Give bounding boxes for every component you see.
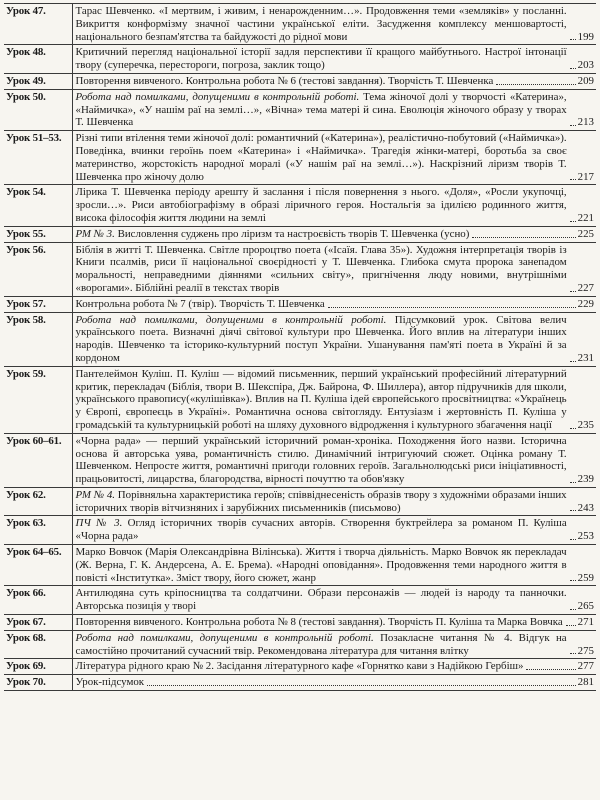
entry-body: Біблія в житті Т. Шевченка. Світле пророцтво поета («Ісаїя. Глава 35»). Художня інтерпретація творів із Книги псалмів, риси її національної своєрідності у Т. Шевченка. Глибока смута пророка занепадом моральності, неправедними діяннями «сильних світу», пригнічення люду новими, внутрішніми «ворогами». Біблійні реалії в текстах творів bbox=[75, 243, 567, 294]
dot-leader bbox=[570, 221, 576, 222]
page-number: 227 bbox=[577, 281, 594, 294]
entry-body: Література рідного краю № 2. Засідання літературного кафе «Горнятко кави з Надійкою Гербіш» bbox=[75, 660, 524, 673]
table-row bbox=[4, 242, 596, 296]
dot-leader bbox=[570, 609, 576, 610]
dot-leader bbox=[570, 482, 576, 483]
dot-leader bbox=[496, 84, 575, 85]
dot-leader bbox=[570, 179, 576, 180]
dot-leader bbox=[570, 68, 576, 69]
toc-entry-line bbox=[76, 186, 595, 224]
table-row bbox=[4, 630, 596, 659]
page-number: 281 bbox=[577, 676, 594, 689]
entry-body: Пантелеймон Куліш. П. Куліш — відомий письменник, перший український професійний літературний критик, перекладач (Біблія, твори В. Шекспіра, Дж. Байрона, Ф. Шиллера), автор підручників для школи, українського правопису(«кулішівка»). Вплив на П. Куліша ідей європейського просвітництва: «Українець у Європі, європеєць в Україні». Романтична основа світогляду. Ентузіазм і жертовність П. Куліша у громадській та культурницькій роботі на шляху духовного відродження і культурного збагачення нації bbox=[75, 367, 567, 431]
table-row bbox=[4, 131, 596, 185]
lesson-number: Урок 67. bbox=[4, 615, 72, 631]
lesson-description bbox=[72, 226, 596, 242]
entry-text bbox=[76, 314, 567, 365]
entry-text bbox=[76, 587, 567, 613]
entry-text bbox=[76, 616, 563, 629]
toc-body bbox=[4, 4, 596, 691]
dot-leader bbox=[570, 653, 576, 654]
lesson-number: Урок 55. bbox=[4, 226, 72, 242]
table-of-contents bbox=[4, 3, 596, 691]
table-row bbox=[4, 675, 596, 691]
toc-entry-line bbox=[76, 676, 595, 689]
entry-text bbox=[76, 75, 494, 88]
lesson-description bbox=[72, 131, 596, 185]
lesson-description bbox=[72, 73, 596, 89]
toc-entry-line bbox=[76, 5, 595, 43]
page-number: 239 bbox=[577, 473, 594, 486]
table-row bbox=[4, 73, 596, 89]
entry-text bbox=[76, 244, 567, 295]
table-row bbox=[4, 433, 596, 487]
page-number: 265 bbox=[577, 600, 594, 613]
page-number: 243 bbox=[577, 501, 594, 514]
lesson-description bbox=[72, 516, 596, 545]
table-row bbox=[4, 615, 596, 631]
toc-entry-line bbox=[76, 489, 595, 515]
entry-text bbox=[76, 132, 567, 183]
entry-body: Висловлення суджень про ліризм та настроєвість творів Т. Шевченка (усно) bbox=[117, 227, 470, 240]
entry-body: Повторення вивченого. Контрольна робота № 6 (тестові завдання). Творчість Т. Шевченка bbox=[75, 74, 494, 87]
lesson-description bbox=[72, 312, 596, 366]
entry-text bbox=[76, 660, 524, 673]
page-number: 203 bbox=[577, 59, 594, 72]
page-number: 271 bbox=[577, 616, 594, 629]
toc-entry-line bbox=[76, 546, 595, 584]
toc-entry-line bbox=[76, 632, 595, 658]
entry-body: Різні типи втілення теми жіночої долі: романтичний («Катерина»), реалістично-побутовий («Наймичка»). Поведінка, вчинки героїнь поем «Катерина» і «Наймичка». Трагедія жінки-матері, боротьба за своє материнство, жорстокість народної моралі («У нашім раї на землі…»). Наскрізний ліризм творів Т. Шевченка про жіночу долю bbox=[75, 132, 567, 183]
toc-entry-line bbox=[76, 298, 595, 311]
lesson-description bbox=[72, 366, 596, 433]
lesson-number: Урок 70. bbox=[4, 675, 72, 691]
table-row bbox=[4, 487, 596, 516]
toc-entry-line bbox=[76, 46, 595, 72]
toc-entry-line bbox=[76, 75, 595, 88]
dot-leader bbox=[570, 428, 576, 429]
table-row bbox=[4, 185, 596, 226]
entry-body: «Чорна рада» — перший український історичний роман-хроніка. Походження його назви. Історична основа й авторська уява, романтичність стилю. Динамічний інтригуючий сюжет. Оцінка роману Т. Шевченком. Непросте життя, романтичні пригоди головних героїв. Загальнолюдські риси ініціативності, працьовитості, лицарства, благородства, вірності почуттю та обов'язку bbox=[75, 434, 567, 486]
entry-italic-prefix: РМ № 3. bbox=[75, 227, 115, 240]
entry-body: Контрольна робота № 7 (твір). Творчість Т. Шевченка bbox=[75, 297, 325, 310]
lesson-number: Урок 66. bbox=[4, 586, 72, 615]
lesson-description bbox=[72, 615, 596, 631]
toc-entry-line bbox=[76, 132, 595, 183]
dot-leader bbox=[328, 307, 576, 308]
table-row bbox=[4, 516, 596, 545]
lesson-description bbox=[72, 545, 596, 586]
page-number: 231 bbox=[577, 351, 594, 364]
entry-text bbox=[76, 228, 470, 241]
lesson-number: Урок 54. bbox=[4, 185, 72, 226]
entry-body: Повторення вивченого. Контрольна робота № 8 (тестові завдання). Творчість П. Куліша та Марка Вовчка bbox=[75, 616, 563, 629]
dot-leader bbox=[472, 237, 575, 238]
toc-entry-line bbox=[76, 435, 595, 486]
lesson-number: Урок 60–61. bbox=[4, 433, 72, 487]
page-number: 199 bbox=[577, 30, 594, 43]
lesson-description bbox=[72, 659, 596, 675]
lesson-number: Урок 51–53. bbox=[4, 131, 72, 185]
entry-text bbox=[76, 186, 567, 224]
lesson-description bbox=[72, 89, 596, 130]
entry-body: Критичний перегляд національної історії задля перспективи її кращого майбутнього. Настрої інтонації твору (суперечка, перестороги, погроза, заклик тощо) bbox=[75, 46, 567, 72]
entry-body: Позакласне читання № 4. Відгук на самостійно прочитаний сучасний твір. Рекомендована література для читання влітку bbox=[75, 631, 567, 657]
page-number: 235 bbox=[577, 418, 594, 431]
toc-entry-line bbox=[76, 517, 595, 543]
lesson-description bbox=[72, 630, 596, 659]
lesson-number: Урок 47. bbox=[4, 4, 72, 45]
entry-italic-prefix: Робота над помилками, допущеними в контрольній роботі. bbox=[75, 631, 374, 644]
table-row bbox=[4, 226, 596, 242]
table-row bbox=[4, 296, 596, 312]
toc-entry-line bbox=[76, 587, 595, 613]
toc-entry-line bbox=[76, 91, 595, 129]
page-number: 209 bbox=[577, 74, 594, 87]
toc-entry-line bbox=[76, 660, 595, 673]
entry-text bbox=[76, 489, 567, 515]
dot-leader bbox=[570, 39, 576, 40]
page-number: 259 bbox=[577, 571, 594, 584]
lesson-description bbox=[72, 296, 596, 312]
lesson-description bbox=[72, 433, 596, 487]
toc-entry-line bbox=[76, 616, 595, 629]
entry-text bbox=[76, 676, 145, 689]
table-row bbox=[4, 45, 596, 74]
toc-entry-line bbox=[76, 368, 595, 432]
table-row bbox=[4, 366, 596, 433]
lesson-number: Урок 56. bbox=[4, 242, 72, 296]
dot-leader bbox=[570, 510, 576, 511]
table-row bbox=[4, 586, 596, 615]
entry-body: Антилюдяна суть кріпосництва та солдатчини. Образи персонажів — людей із народу та панночки. Авторська позиція у творі bbox=[75, 587, 567, 613]
page-number: 277 bbox=[577, 660, 594, 673]
toc-entry-line bbox=[76, 228, 595, 241]
page-number: 253 bbox=[577, 530, 594, 543]
entry-text bbox=[76, 46, 567, 72]
page-number: 225 bbox=[577, 227, 594, 240]
table-row bbox=[4, 545, 596, 586]
page-number: 275 bbox=[577, 644, 594, 657]
entry-body: Лірика Т. Шевченка періоду арешту й заслання і після повернення з нього. «Доля», «Росли укупочці, зросли…». Риси автобіографізму в образі ліричного героя. Ностальгія за ідилією родинного життя, висока філософія життя людини на землі bbox=[75, 186, 567, 224]
lesson-number: Урок 68. bbox=[4, 630, 72, 659]
lesson-number: Урок 49. bbox=[4, 73, 72, 89]
entry-italic-prefix: Робота над помилками, допущеними в контрольній роботі. bbox=[75, 90, 360, 103]
toc-entry-line bbox=[76, 244, 595, 295]
lesson-number: Урок 69. bbox=[4, 659, 72, 675]
lesson-number: Урок 63. bbox=[4, 516, 72, 545]
lesson-number: Урок 58. bbox=[4, 312, 72, 366]
dot-leader bbox=[147, 685, 576, 686]
entry-text bbox=[76, 517, 567, 543]
lesson-number: Урок 48. bbox=[4, 45, 72, 74]
entry-body: Тема жіночої долі у творчості «Катерина», «Наймичка», «У нашім раї на землі…», «Вічна» тема матері й сина. Еволюція жіночого образу у творах Т. Шевченка bbox=[75, 90, 567, 129]
page-number: 229 bbox=[577, 297, 594, 310]
lesson-description bbox=[72, 586, 596, 615]
lesson-number: Урок 57. bbox=[4, 296, 72, 312]
entry-text bbox=[76, 435, 567, 486]
entry-text bbox=[76, 632, 567, 658]
entry-body: Порівняльна характеристика героїв; співвіднесеність образів твору з художніми образами інших історичних творів вітчизняних і зарубіжних письменників (письмово) bbox=[75, 488, 567, 514]
dot-leader bbox=[566, 625, 576, 626]
entry-body: Марко Вовчок (Марія Олександрівна Вілінська). Життя і творча діяльність. Марко Вовчок як перекладач (Ж. Верна, Г. К. Андерсена, А. Е. Брема). «Народні оповідання». Продовження теми народного життя в повісті «Інститутка». Зміст твору, його сюжет, жанр bbox=[75, 546, 567, 584]
entry-italic-prefix: РМ № 4. bbox=[75, 488, 115, 501]
lesson-description bbox=[72, 487, 596, 516]
dot-leader bbox=[526, 669, 575, 670]
table-row bbox=[4, 312, 596, 366]
entry-text bbox=[76, 5, 567, 43]
entry-body: Підсумковий урок. Світова велич українського поета. Визначні діячі світової культури про Шевченка. Його вплив на літератури інших народів. Шевченко та історико-культурний поступ України. Ушанування пам'яті поета в Україні й за кордоном bbox=[75, 313, 567, 364]
dot-leader bbox=[570, 361, 576, 362]
page-number: 221 bbox=[577, 211, 594, 224]
lesson-description bbox=[72, 4, 596, 45]
entry-italic-prefix: ПЧ № 3. bbox=[75, 517, 123, 530]
lesson-description bbox=[72, 675, 596, 691]
page-number: 217 bbox=[577, 170, 594, 183]
entry-body: Огляд історичних творів сучасних авторів. Створення буктрейлера за романом П. Куліша «Чорна рада» bbox=[75, 517, 567, 543]
table-row bbox=[4, 659, 596, 675]
page-number: 213 bbox=[577, 116, 594, 129]
dot-leader bbox=[570, 291, 576, 292]
dot-leader bbox=[570, 539, 576, 540]
lesson-number: Урок 50. bbox=[4, 89, 72, 130]
entry-italic-prefix: Робота над помилками, допущеними в контрольній роботі. bbox=[75, 313, 387, 326]
lesson-number: Урок 59. bbox=[4, 366, 72, 433]
dot-leader bbox=[570, 580, 576, 581]
toc-entry-line bbox=[76, 314, 595, 365]
lesson-number: Урок 62. bbox=[4, 487, 72, 516]
table-row bbox=[4, 89, 596, 130]
entry-text bbox=[76, 91, 567, 129]
dot-leader bbox=[570, 125, 576, 126]
lesson-description bbox=[72, 185, 596, 226]
table-row bbox=[4, 4, 596, 45]
entry-body: Урок-підсумок bbox=[75, 676, 145, 689]
lesson-number: Урок 64–65. bbox=[4, 545, 72, 586]
entry-text bbox=[76, 546, 567, 584]
lesson-description bbox=[72, 45, 596, 74]
lesson-description bbox=[72, 242, 596, 296]
entry-body: Тарас Шевченко. «І мертвим, і живим, і ненарожденним…». Продовження теми «земляків» у посланні. Викриття конформізму значної частини української еліти. Засудження комплексу меншовартості, національного безпам'ятства та байдужості до рідної мови bbox=[75, 5, 567, 43]
entry-text bbox=[76, 368, 567, 432]
entry-text bbox=[76, 298, 325, 311]
